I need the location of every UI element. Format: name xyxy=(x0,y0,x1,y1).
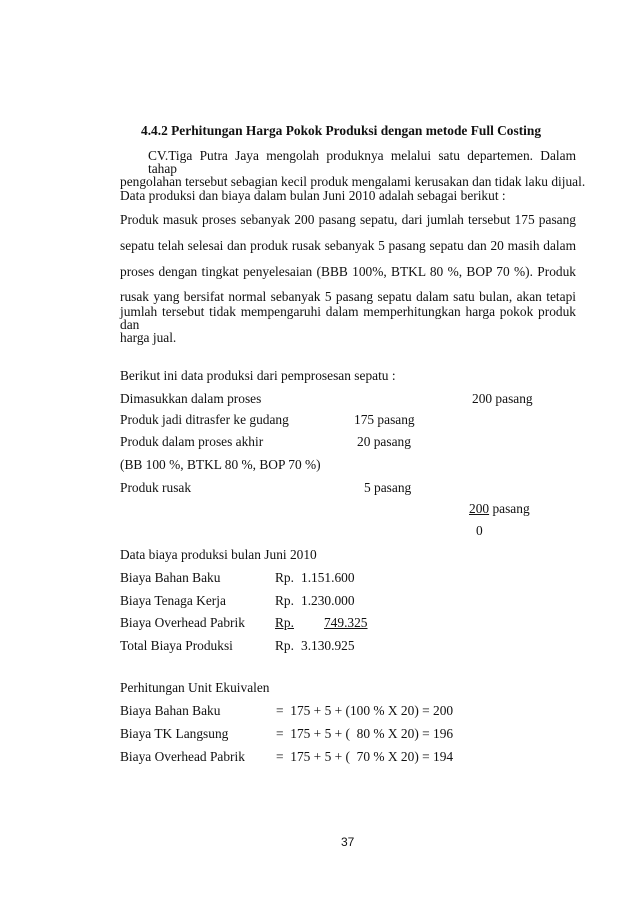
input-label: Dimasukkan dalam proses xyxy=(120,391,262,406)
cost-title: Data biaya produksi bulan Juni 2010 xyxy=(120,547,317,562)
equiv-label-overhead: Biaya Overhead Pabrik xyxy=(120,749,245,764)
cost-amount-total: 3.130.925 xyxy=(301,638,355,653)
cost-label-total: Total Biaya Produksi xyxy=(120,638,233,653)
production-intro: Berikut ini data produksi dari pemprosesan sepatu : xyxy=(120,368,396,383)
total-unit: pasang xyxy=(492,501,530,516)
cost-currency-labor: Rp. xyxy=(275,593,294,608)
equiv-formula-materials: = 175 + 5 + (100 % X 20) = 200 xyxy=(276,703,454,718)
page-number: 37 xyxy=(341,835,355,849)
cost-overhead-underlined xyxy=(275,615,368,630)
input-value: 200 pasang xyxy=(472,391,533,406)
paragraph-line-7: rusak yang bersifat normal sebanyak 5 pasang sepatu dalam satu bulan, akan tetapi xyxy=(120,289,576,304)
total-number: 200 xyxy=(469,501,490,516)
equiv-formula-labor: = 175 + 5 + ( 80 % X 20) = 196 xyxy=(276,726,454,741)
wip-value: 20 pasang xyxy=(357,434,411,449)
equiv-label-labor: Biaya TK Langsung xyxy=(120,726,229,741)
cost-label-materials: Biaya Bahan Baku xyxy=(120,570,221,585)
paragraph-line-4: Produk masuk proses sebanyak 200 pasang sepatu, dari jumlah tersebut 175 pasang xyxy=(120,212,576,227)
paragraph-line-3: Data produksi dan biaya dalam bulan Juni 2010 adalah sebagai berikut : xyxy=(120,188,506,203)
cost-overhead-line xyxy=(275,615,368,630)
finished-value: 175 pasang xyxy=(354,412,415,427)
section-heading: 4.4.2 Perhitungan Harga Pokok Produksi dengan metode Full Costing xyxy=(141,123,542,138)
defect-label: Produk rusak xyxy=(120,480,192,495)
wip-note: (BB 100 %, BTKL 80 %, BOP 70 %) xyxy=(120,457,321,472)
equivalent-title: Perhitungan Unit Ekuivalen xyxy=(120,680,270,695)
cost-currency-total: Rp. xyxy=(275,638,294,653)
paragraph-line-9: harga jual. xyxy=(120,330,177,345)
equiv-label-materials: Biaya Bahan Baku xyxy=(120,703,221,718)
paragraph-line-6: proses dengan tingkat penyelesaian (BBB 100%, BTKL 80 %, BOP 70 %). Produk xyxy=(120,264,576,279)
paragraph-line-1: CV.Tiga Putra Jaya mengolah produknya melalui satu departemen. Dalam tahap xyxy=(148,148,576,177)
defect-value: 5 pasang xyxy=(364,480,412,495)
equiv-formula-overhead: = 175 + 5 + ( 70 % X 20) = 194 xyxy=(276,749,454,764)
paragraph-line-5: sepatu telah selesai dan produk rusak sebanyak 5 pasang sepatu dan 20 masih dalam xyxy=(120,238,576,253)
cost-amount-materials: 1.151.600 xyxy=(301,570,355,585)
paragraph-line-2: pengolahan tersebut sebagian kecil produk mengalami kerusakan dan tidak laku dijual. xyxy=(120,174,586,189)
cost-amount-labor: 1.230.000 xyxy=(301,593,355,608)
difference-value: 0 xyxy=(476,523,483,538)
cost-label-overhead: Biaya Overhead Pabrik xyxy=(120,615,245,630)
finished-label: Produk jadi ditrasfer ke gudang xyxy=(120,412,289,427)
cost-amount-overhead: 749.325 xyxy=(323,615,368,630)
cost-currency-materials: Rp. xyxy=(275,570,294,585)
wip-label: Produk dalam proses akhir xyxy=(120,434,264,449)
cost-currency-overhead: Rp. xyxy=(275,615,294,630)
cost-label-labor: Biaya Tenaga Kerja xyxy=(120,593,226,608)
paragraph-line-8: jumlah tersebut tidak mempengaruhi dalam memperhitungkan harga pokok produk dan xyxy=(120,304,576,333)
total-units xyxy=(469,502,530,515)
